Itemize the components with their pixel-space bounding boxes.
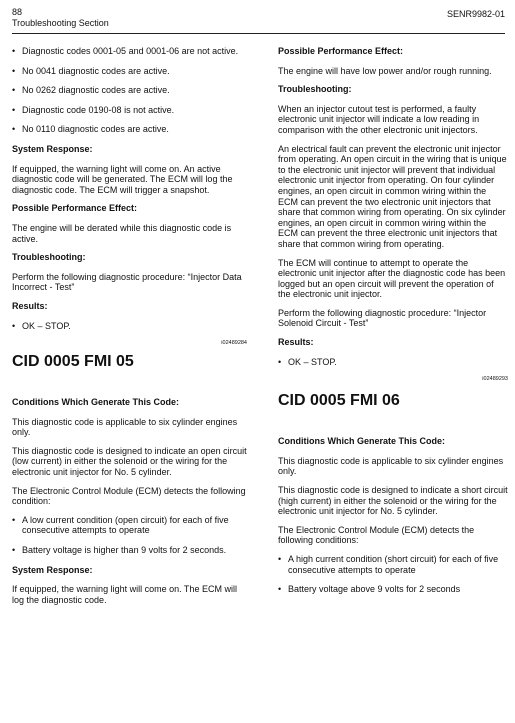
conditions-paragraph: The Electronic Control Module (ECM) detects the following condition: bbox=[12, 485, 246, 507]
troubleshooting-text: Perform the following diagnostic procedure: “Injector Data Incorrect - Test” bbox=[12, 271, 242, 293]
performance-effect-text: The engine will be derated while this diagnostic code is active. bbox=[12, 222, 232, 244]
troubleshooting-paragraph: The ECM will continue to attempt to operate the electronic unit injector after the diagnostic code has been logged but an open circuit will prevent the operation of the electronic unit injector. bbox=[278, 257, 506, 300]
conditions-list bbox=[12, 515, 247, 556]
performance-effect-heading: Possible Performance Effect: bbox=[278, 46, 404, 56]
system-response-text: If equipped, the warning light will come on. An active diagnostic code will be generated. The ECM will log the diagnostic code. The ECM will trigger a snapshot. bbox=[12, 163, 233, 195]
precondition-list bbox=[12, 46, 247, 135]
list-item: • OK – STOP. bbox=[12, 320, 71, 331]
results-heading: Results: bbox=[12, 300, 48, 311]
conditions-paragraph: This diagnostic code is applicable to six cylinder engines only. bbox=[12, 416, 238, 438]
header-rule bbox=[12, 33, 505, 34]
conditions-paragraph: This diagnostic code is designed to indicate a short circuit (high current) in either the solenoid or the wiring for the electronic unit injector for No. 5 cylinder. bbox=[278, 485, 508, 517]
performance-effect-text: The engine will have low power and/or rough running. bbox=[278, 65, 492, 76]
conditions-list bbox=[278, 554, 508, 595]
conditions-heading: Conditions Which Generate This Code: bbox=[12, 397, 180, 408]
troubleshooting-heading: Troubleshooting: bbox=[12, 252, 86, 263]
system-response-heading: System Response: bbox=[12, 143, 93, 154]
list-item: • Battery voltage above 9 volts for 2 seconds bbox=[278, 584, 461, 595]
reference-id: i02489284 bbox=[221, 340, 247, 347]
cid-title: CID 0005 FMI 05 bbox=[12, 353, 134, 371]
list-item: • Diagnostic codes 0001-05 and 0001-06 are not active. bbox=[12, 46, 239, 56]
document-id: SENR9982-01 bbox=[446, 9, 505, 19]
cid-title: CID 0005 FMI 06 bbox=[278, 392, 400, 410]
system-response-heading: System Response: bbox=[12, 564, 93, 575]
left-column bbox=[12, 46, 247, 613]
results-heading: Results: bbox=[278, 337, 314, 348]
list-item: • OK – STOP. bbox=[278, 356, 337, 367]
list-item: • No 0041 diagnostic codes are active. bbox=[12, 65, 170, 76]
troubleshooting-paragraph: Perform the following diagnostic procedure: “Injector Solenoid Circuit - Test” bbox=[278, 307, 487, 329]
reference-id: i02489293 bbox=[482, 376, 508, 383]
performance-effect-heading: Possible Performance Effect: bbox=[12, 203, 138, 214]
list-item: • No 0262 diagnostic codes are active. bbox=[12, 85, 170, 96]
results-list bbox=[12, 321, 247, 332]
troubleshooting-heading: Troubleshooting: bbox=[278, 84, 352, 95]
right-column bbox=[278, 46, 508, 604]
results-list bbox=[278, 357, 508, 368]
troubleshooting-paragraph: When an injector cutout test is performed, a faulty electronic unit injector will indicate a low reading in comparison with the other electronic unit injectors. bbox=[278, 103, 480, 135]
list-item: • A low current condition (open circuit) for each of five consecutive attempts to operate bbox=[12, 514, 229, 536]
list-item: • No 0110 diagnostic codes are active. bbox=[12, 124, 169, 135]
troubleshooting-paragraph: An electrical fault can prevent the electronic unit injector from operating. An open circuit in the wiring that is unique to the electronic unit injector will prevent that individual electronic unit injector from operating. On four cylinder engines, an open circuit in common wiring within the ECM can prevent the two electronic unit injectors that share that common wiring from operating. On six cylinder engines, an open circuit in common wiring within the ECM can prevent the three electronic unit injectors that share that common wiring from operating. bbox=[278, 143, 507, 249]
conditions-paragraph: This diagnostic code is applicable to six cylinder engines only. bbox=[278, 455, 504, 477]
page-number: 88 bbox=[12, 7, 23, 17]
conditions-paragraph: This diagnostic code is designed to indicate an open circuit (low current) in either the solenoid or the wiring for the electronic unit injector for No. 5 cylinder. bbox=[12, 445, 247, 478]
list-item: • A high current condition (short circuit) for each of five consecutive attempts to operate bbox=[278, 554, 499, 575]
list-item: • Battery voltage is higher than 9 volts for 2 seconds. bbox=[12, 545, 227, 556]
system-response-text: If equipped, the warning light will come on. The ECM will log the diagnostic code. bbox=[12, 584, 237, 605]
list-item: • Diagnostic code 0190-08 is not active. bbox=[12, 104, 175, 115]
section-title: Troubleshooting Section bbox=[12, 18, 109, 28]
conditions-heading: Conditions Which Generate This Code: bbox=[278, 436, 446, 447]
conditions-paragraph: The Electronic Control Module (ECM) detects the following conditions: bbox=[278, 524, 475, 546]
